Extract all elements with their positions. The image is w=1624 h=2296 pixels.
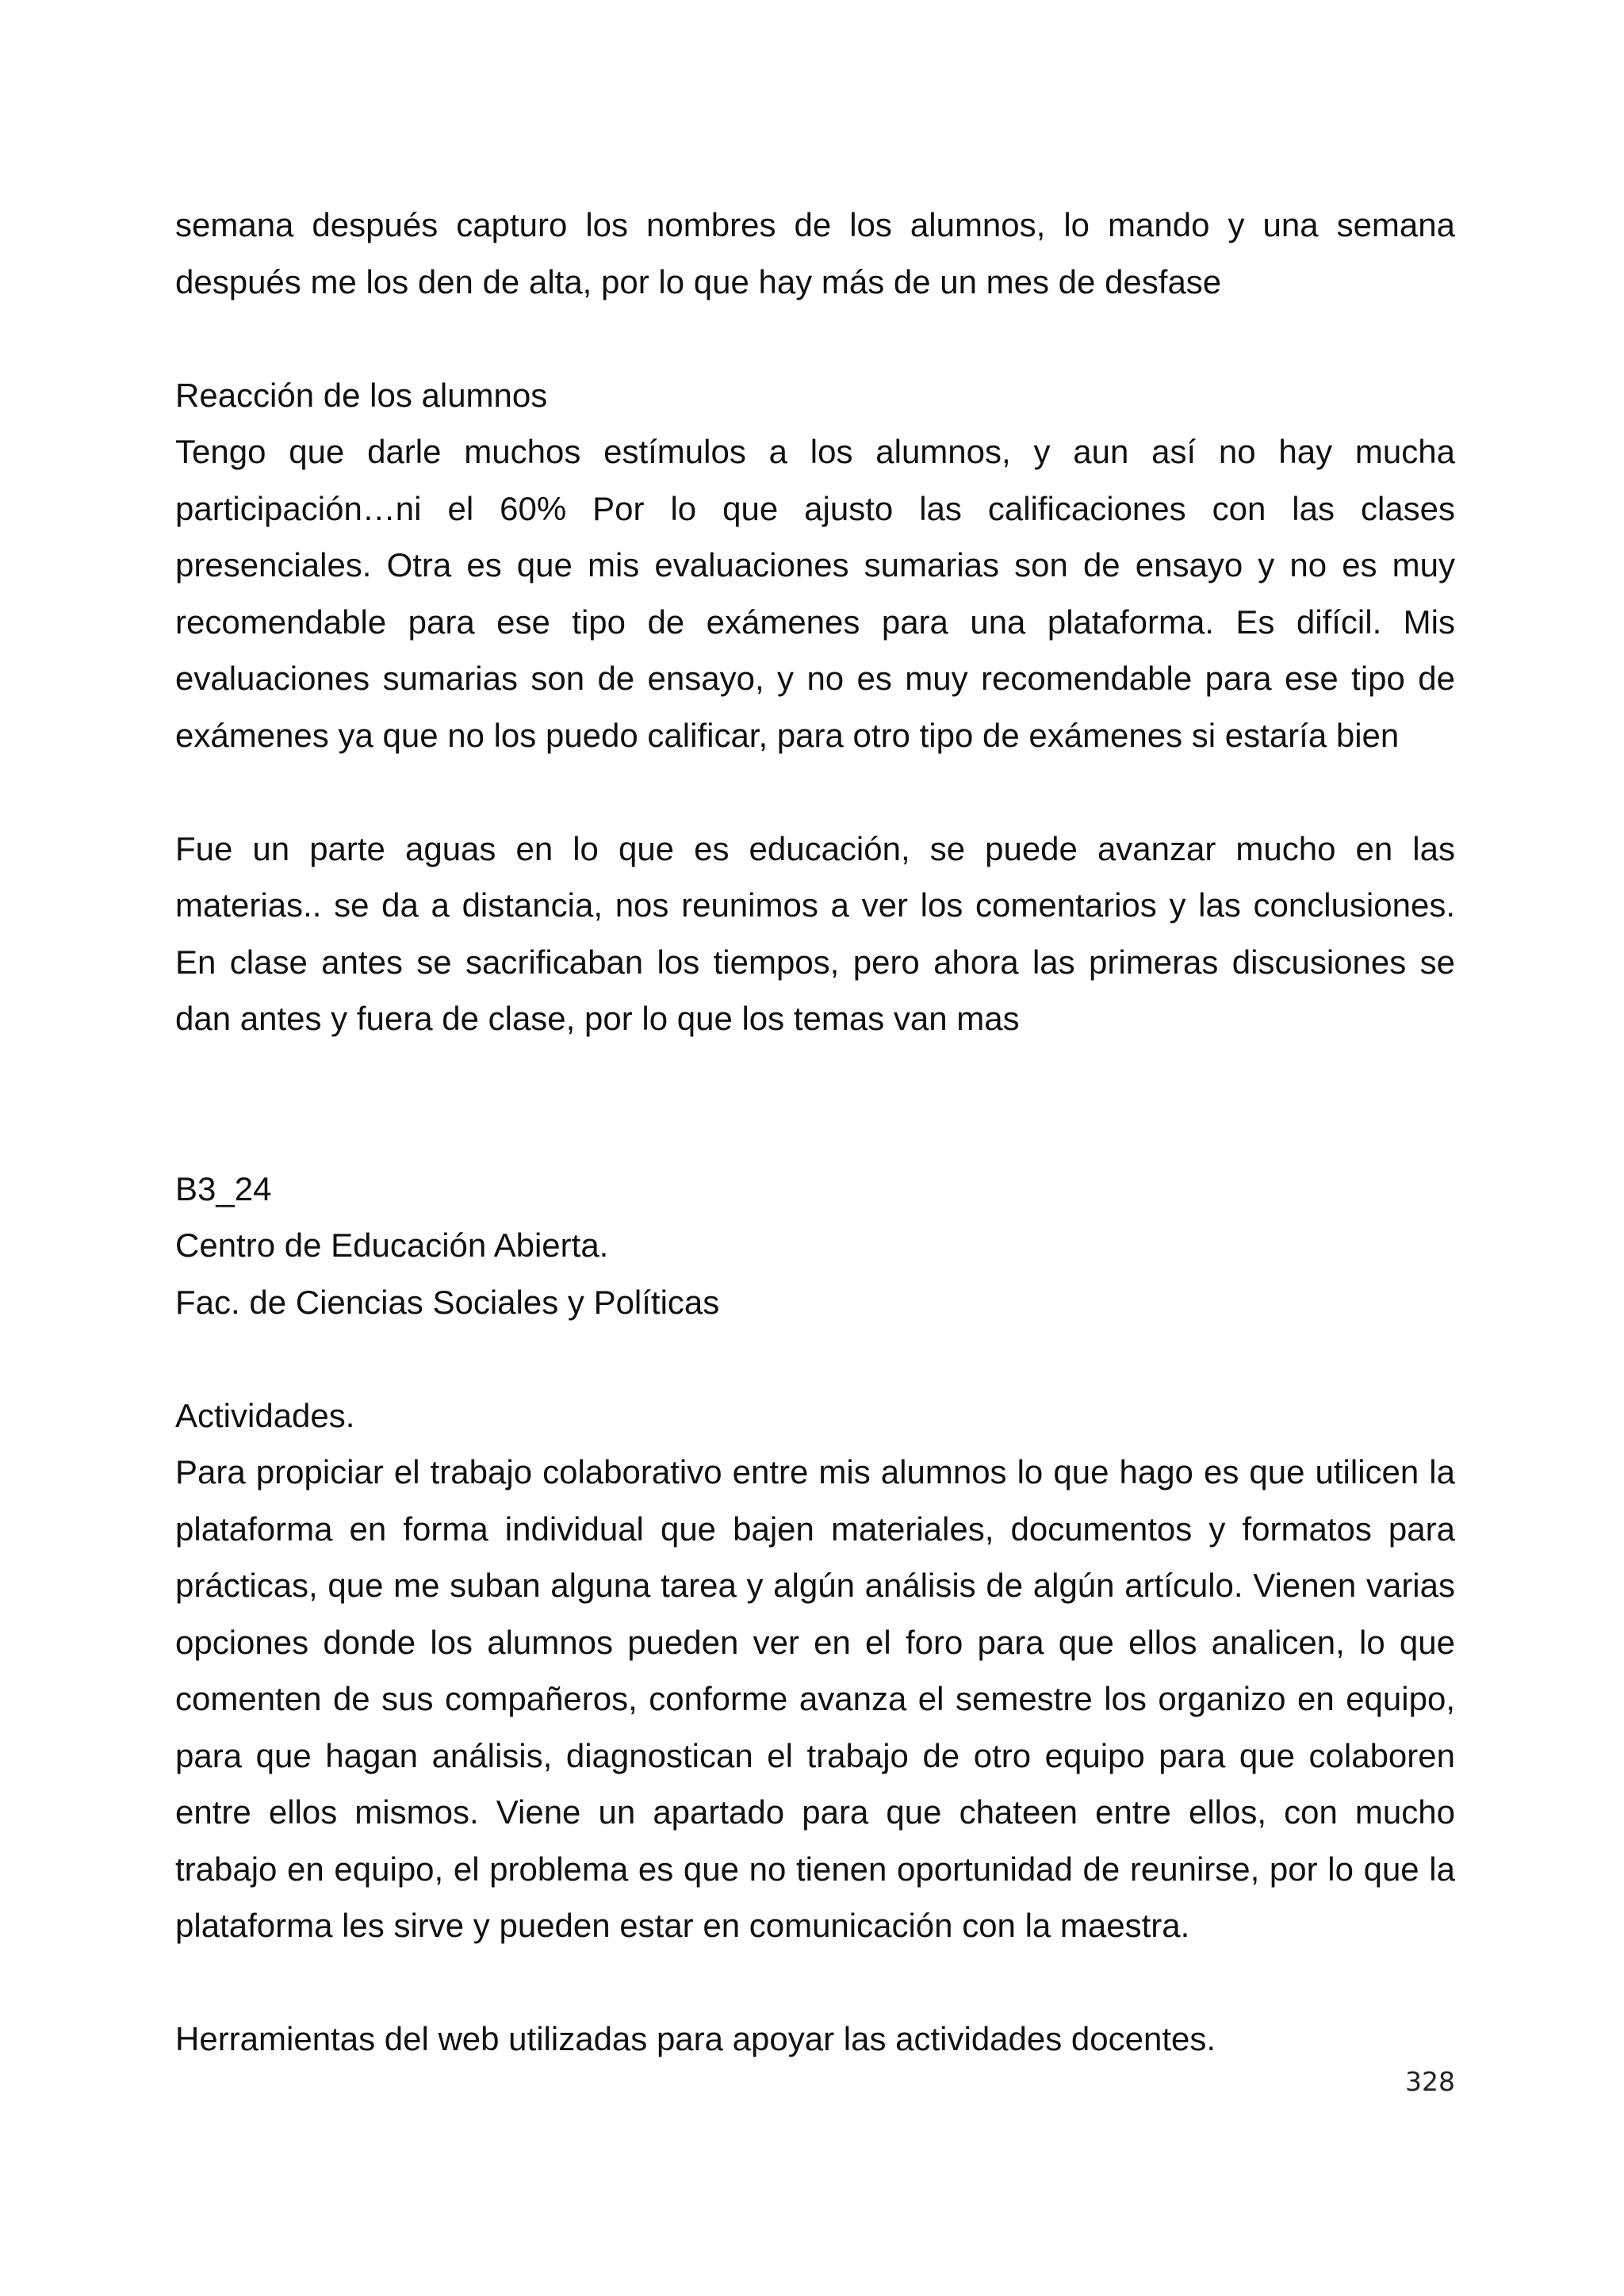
paragraph-gap [175, 763, 1455, 821]
paragraph-desfase: semana después capturo los nombres de los alumnos, lo mando y una semana después me los den de alta, por lo que hay más de un mes de desfase [175, 206, 1455, 300]
paragraph-parte-aguas: Fue un parte aguas en lo que es educación, se puede avanzar mucho en las materias.. se da a distancia, nos reunimos a ver los comentarios y las conclusiones. En clase antes se sacrificaban los tiempos, pero ahora las primeras discusiones se dan antes y fuera de clase, por lo que los temas van mas [175, 829, 1455, 1037]
heading-reaccion-alumnos: Reacción de los alumnos [175, 376, 548, 414]
section-gap [175, 1047, 1455, 1161]
heading-actividades: Actividades. [175, 1396, 355, 1434]
center-name: Centro de Educación Abierta. [175, 1226, 609, 1264]
document-body [175, 197, 1455, 2068]
paragraph-gap [175, 310, 1455, 367]
faculty-name: Fac. de Ciencias Sociales y Políticas [175, 1283, 720, 1321]
heading-herramientas-web: Herramientas del web utilizadas para apoyar las actividades docentes. [175, 2020, 1216, 2057]
paragraph-gap [175, 1954, 1455, 2011]
interview-code: B3_24 [175, 1169, 272, 1207]
paragraph-trabajo-colaborativo: Para propiciar el trabajo colaborativo entre mis alumnos lo que hago es que utilicen la plataforma en forma individual que bajen materiales, documentos y formatos para prácticas, que me suban alguna tarea y algún análisis de algún artículo. Vienen varias opciones donde los alumnos pueden ver en el foro para que ellos analicen, lo que comenten de sus compañeros, conforme avanza el semestre los organizo en equipo, para que hagan análisis, diagnostican el trabajo de otro equipo para que colaboren entre ellos mismos. Viene un apartado para que chateen entre ellos, con mucho trabajo en equipo, el problema es que no tienen oportunidad de reunirse, por lo que la plataforma les sirve y pueden estar en comunicación con la maestra. [175, 1453, 1455, 1944]
page-number: 328 [1405, 2066, 1455, 2097]
paragraph-gap [175, 1330, 1455, 1387]
paragraph-estimulos: Tengo que darle muchos estímulos a los alumnos, y aun así no hay mucha participación…ni el 60% Por lo que ajusto las calificaciones con las clases presenciales. Otra es que mis evaluaciones sumarias son de ensayo y no es muy recomendable para ese tipo de exámenes para una plataforma. Es difícil. Mis evaluaciones sumarias son de ensayo, y no es muy recomendable para ese tipo de exámenes ya que no los puedo calificar, para otro tipo de exámenes si estaría bien [175, 433, 1455, 754]
